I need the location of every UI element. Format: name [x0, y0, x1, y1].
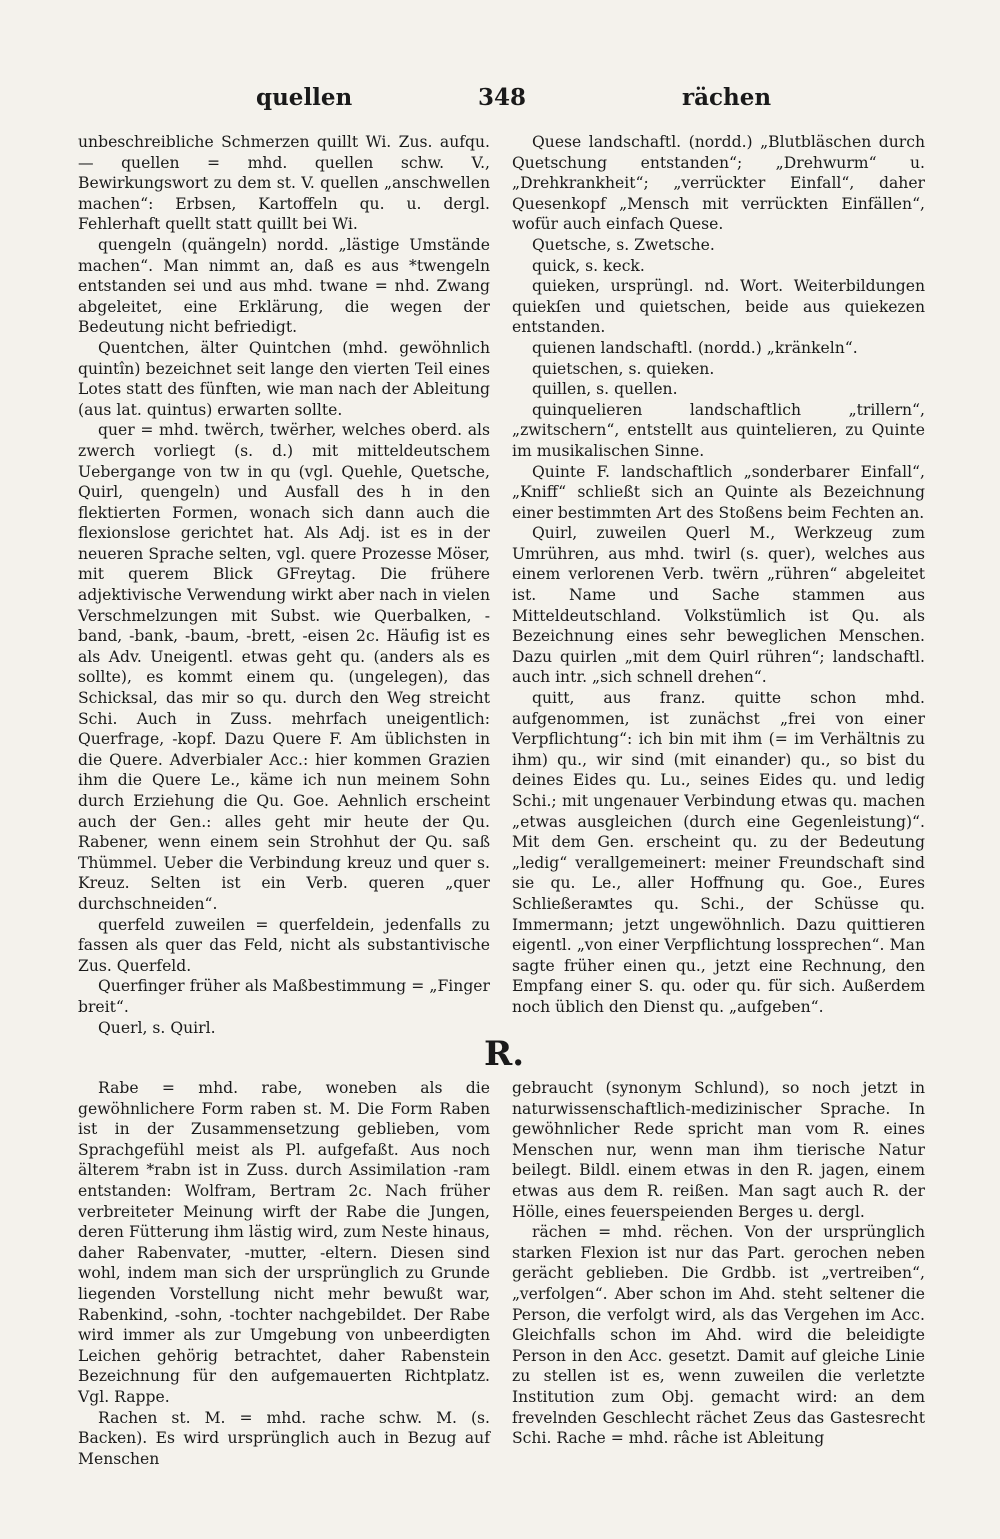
- entry: Quetsche, s. Zwetsche.: [532, 235, 715, 254]
- entry: Querfinger früher als Maßbestimmung = „Finger breit“.: [78, 977, 490, 1016]
- entry: rächen = mhd. rëchen. Von der ursprünglich starken Flexion ist nur das Part. gerochen neben gerächt geblieben. Die Grdbb. ist „vertreiben“, „verfolgen“. Aber schon im Ahd. steht seltener die Person, die verfolgt wird, als das Vergehen im Acc. Gleichfalls schon im Ahd. wird die beleidigte Person in den Acc. gesetzt. Damit auf gleiche Linie zu stellen ist es, wenn zuweilen die verletzte Institution zum Obj. gemacht wird: an dem frevelnden Geschlecht rächet Zeus das Gastesrecht Schi. Rache = mhd. râche ist Ableitung: [512, 1223, 925, 1448]
- entry: Querl, s. Quirl.: [98, 1018, 216, 1037]
- entry: quienen landschaftl. (nordd.) „kränkeln“.: [532, 338, 858, 357]
- entry: quer = mhd. twërch, twërher, welches oberd. als zwerch vorliegt (s. d.) mit mitteldeutschem Uebergange von tw in qu (vgl. Quehle, Quetsche, Quirl, quengeln) und Ausfall des h in den flektierten Formen, wonach sich dann auch die flexionslose gerichtet hat. Als Adj. ist es in der neueren Sprache selten, vgl. quere Prozesse Möser, mit querem Blick GFreytag. Die frühere adjektivische Verwendung wirkt aber nach in vielen Verschmelzungen mit Subst. wie Querbalken, -band, -bank, -baum, -brett, -eisen 2c. Häufig ist es als Adv. Uneigentl. etwas geht qu. (anders als es sollte), es kommt einem qu. (ungelegen), das Schicksal, das mir so qu. durch den Weg streicht Schi. Auch in Zuss. mehrfach uneigentlich: Querfrage, -kopf. Dazu Quere F. Am üblichsten in die Quere. Adverbialer Acc.: hier kommen Grazien ihm die Quere Le., käme ich nun meinem Sohn durch Erziehung die Qu. Goe. Aehnlich erscheint auch der Gen.: alles geht mir heute der Qu. Rabener, wenn einem sein Strohhut der Qu. saß Thümmel. Ueber die Verbindung kreuz und quer s. Kreuz. Selten ist ein Verb. queren „quer durchschneiden“.: [78, 421, 490, 913]
- entry: Rabe = mhd. rabe, woneben als die gewöhnlichere Form raben st. M. Die Form Raben ist in der Zusammensetzung geblieben, vom Sprachgefühl meist als Pl. aufgefaßt. Aus noch älterem *rabn ist in Zuss. durch Assimilation -ram entstanden: Wolfram, Bertram 2c. Nach früher verbreiteter Meinung wirft der Rabe die Jungen, deren Fütterung ihm lästig wird, zum Neste hinaus, daher Rabenvater, -mutter, -eltern. Diesen sind wohl, indem man sich der ursprünglich zu Grunde liegenden Vorstellung nicht mehr bewußt war, Rabenkind, -sohn, -tochter nachgebildet. Der Rabe wird immer als zur Umgebung von unbeerdigten Leichen gehörig betrachtet, daher Rabenstein Bezeichnung für den aufgemauerten Richtplatz. Vgl. Rappe.: [78, 1079, 490, 1406]
- entry: quieken, ursprüngl. nd. Wort. Weiterbildungen quiekſen und quietschen, beide aus quiekezen entstanden.: [512, 277, 925, 337]
- entry: quillen, s. quellen.: [532, 380, 678, 399]
- entry: quick, s. keck.: [532, 256, 645, 275]
- column-bottom-left: [78, 1078, 490, 1468]
- entry: Rachen st. M. = mhd. rache schw. M. (s. Backen). Es wird ursprünglich auch in Bezug auf Menschen: [78, 1408, 490, 1468]
- entry: unbeschreibliche Schmerzen quillt Wi. Zus. aufqu. — quellen = mhd. quellen schw. V., Bewirkungswort zu dem st. V. quellen „anschwellen machen“: Erbsen, Kartoffeln qu. u. dergl. Fehlerhaft quellt statt quillt bei Wi.: [78, 133, 490, 234]
- column-bottom-right: [512, 1078, 925, 1448]
- entry: quitt, aus franz. quitte schon mhd. aufgenommen, ist zunächst „frei von einer Verpflichtung“: ich bin mit ihm (= im Verhältnis zu ihm) qu., wir sind (mit einander) qu., so bist du deines Eides qu. Lu., seines Eides qu. und ledig Schi.; mit ungenauer Verbindung etwas qu. machen „etwas ausgleichen (durch eine Gegenleistung)“. Mit dem Gen. erscheint qu. zu der Bedeutung „ledig“ verallgemeinert: meiner Freundschaft sind sie qu. Le., aller Hoffnung qu. Goe., Eures Schließerамtes qu. Schi., der Schüsse qu. Immermann; jetzt ungewöhnlich. Dazu quittieren eigentl. „von einer Verpflichtung lossprechen“. Man sagte früher einen qu., jetzt eine Rechnung, den Empfang einer S. qu. oder qu. für sich. Außerdem noch üblich den Dienst qu. „aufgeben“.: [512, 689, 925, 1016]
- column-top-right: [512, 132, 925, 1016]
- header-left-word: quellen: [256, 84, 353, 111]
- section-letter: R.: [484, 1034, 525, 1074]
- header-right-word: rächen: [682, 84, 772, 111]
- entry: Quirl, zuweilen Querl M., Werkzeug zum Umrühren, aus mhd. twirl (s. quer), welches aus einem verlorenen Verb. twërn „rühren“ abgeleitet ist. Name und Sache stammen aus Mitteldeutschland. Volkstümlich ist Qu. als Bezeichnung eines sehr beweglichen Menschen. Dazu quirlen „mit dem Quirl rühren“; landschaftl. auch intr. „sich schnell drehen“.: [512, 524, 925, 687]
- page-number: 348: [478, 84, 527, 111]
- running-header: [78, 84, 924, 120]
- entry: quietschen, s. quieken.: [532, 359, 715, 378]
- entry: gebraucht (synonym Schlund), so noch jetzt in naturwissenschaftlich-medizinischer Sprache. In gewöhnlicher Rede spricht man vom R. eines Menschen nur, wenn man ihm tierische Natur beilegt. Bildl. einem etwas in den R. jagen, einem etwas aus dem R. reißen. Man sagt auch R. der Hölle, eines feuerspeienden Berges u. dergl.: [512, 1079, 925, 1221]
- entry: Quentchen, älter Quintchen (mhd. gewöhnlich quintîn) bezeichnet seit lange den vierten Teil eines Lotes statt des fünften, wie man nach der Ableitung (aus lat. quintus) erwarten sollte.: [78, 338, 490, 419]
- entry: quengeln (quängeln) nordd. „lästige Umstände machen“. Man nimmt an, daß es aus *twengeln entstanden sei und aus mhd. twane = nhd. Zwang abgeleitet, eine Erklärung, die wegen der Bedeutung nicht befriedigt.: [78, 235, 490, 337]
- entry: Quese landschaftl. (nordd.) „Blutbläschen durch Quetschung entstanden“; „Drehwurm“ u. „Drehkrankheit“; „verrückter Einfall“, daher Quesenkopf „Mensch mit verrückten Einfällen“, wofür auch einfach Quese.: [512, 133, 925, 234]
- entry: Quinte F. landschaftlich „sonderbarer Einfall“, „Kniff“ schließt sich an Quinte als Bezeichnung einer bestimmten Art des Stoßens beim Fechten an.: [512, 462, 925, 522]
- column-top-left: [78, 132, 490, 1037]
- entry: quinquelieren landschaftlich „trillern“, „zwitschern“, entstellt aus quintelieren, zu Quinte im musikalischen Sinne.: [512, 400, 925, 460]
- entry: querfeld zuweilen = querfeldein, jedenfalls zu fassen als quer das Feld, nicht als substantivische Zus. Querfeld.: [78, 915, 490, 975]
